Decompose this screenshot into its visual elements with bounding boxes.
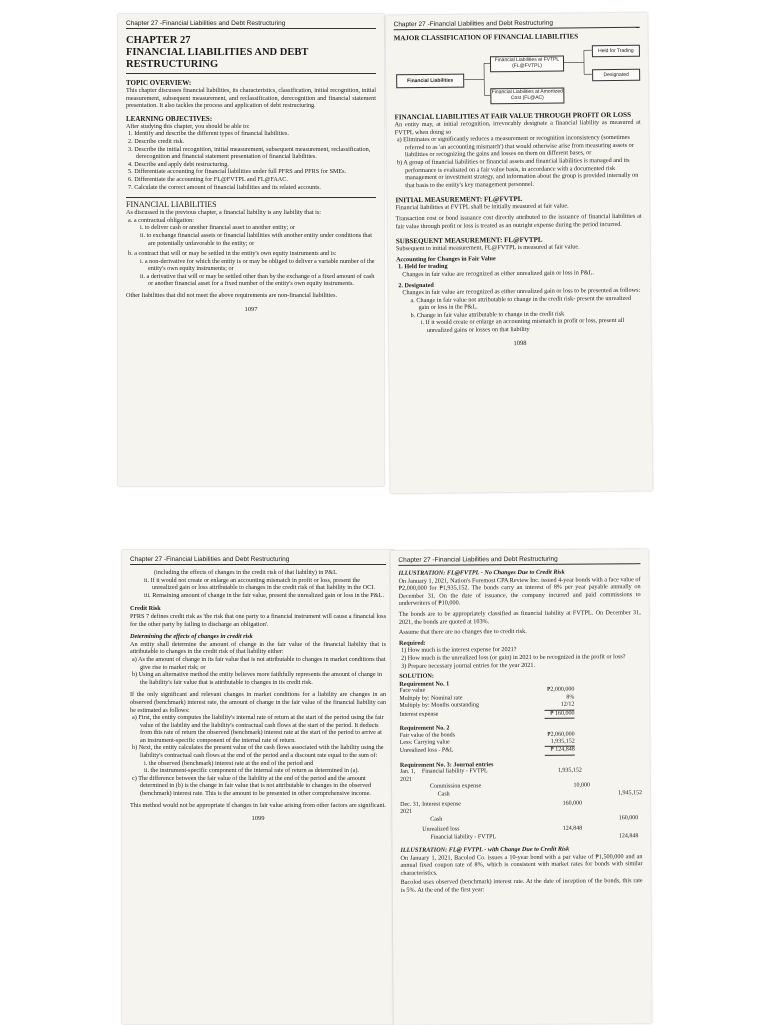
diagram-held-box: Held for Trading (592, 45, 640, 58)
list-item: ii. If it would not create or enlarge an accounting mismatch in profit or loss, present the unrealized gain or loss attributable to changes in the credit risk of that liability in the OCI. (130, 577, 386, 592)
paragraph: Subsequent to initial measurement, FL@FVTPL is measured at fair value. (396, 243, 642, 253)
classification-diagram (394, 44, 641, 109)
table-row: Multiply by: Months outstanding 12/12 (399, 701, 641, 711)
list-item: 1) How much is the interest expense for 2021? (399, 646, 641, 655)
page-1100 (390, 549, 651, 1025)
objective-item: 2. Describe credit risk. (126, 138, 376, 146)
paragraph: On January 1, 2021, Bacolod Co. issues a 10-year bond with a par value of ₱1,500,000 and an annual fixed coupon rate of 8%, which is consistent with market rates for bonds with similar characteristics. (400, 853, 642, 877)
objectives-heading: LEARNING OBJECTIVES: (126, 115, 376, 123)
paragraph: Bacolod uses observed (benchmark) interest rate. At the date of inception of the bonds, this rate is 5%. At the end of the first year: (401, 878, 643, 895)
running-header: Chapter 27 -Financial Liabilities and Debt Restructuring (126, 20, 376, 29)
paragraph: PFRS 7 defines credit risk as 'the risk that one party to a financial instrument will cause a financial loss for the other party by failing to discharge an obligation'. (130, 613, 386, 628)
paragraph: On January 1, 2021, Nation's Foremost CPA Review Inc. issued 4-year bonds with a face value of ₱2,000,000 for ₱1,935,152. The bonds carry an interest of 8% per year payable annually on December 31. On the date of issuance, the company incurred and paid commissions to underwriters of ₱10,000. (399, 576, 641, 608)
subheading: Required: (399, 638, 641, 647)
list-item: b. Change in fair value attributable to change in the credit risk (397, 310, 643, 320)
running-header: Chapter 27 -Financial Liabilities and Debt Restructuring (394, 19, 640, 31)
list-item: i. to deliver cash or another financial asset to another entity; or (126, 224, 376, 232)
journal-row: Financial liability - FVTPL 124,848 (400, 833, 642, 842)
list-item: 3) Prepare necessary journal entries for the year 2021. (399, 661, 641, 670)
journal-row: Jan. 1, 2021 Financial liability - FVTPL 1,935,152 (400, 767, 642, 784)
paragraph: An entity shall determine the amount of change in the fair value of the financial liability that is attributable to changes in the credit risk of that liability either: (130, 641, 386, 656)
diagram-root-box: Financial Liabilities (396, 74, 464, 89)
list-item: a) First, the entity computes the liability's internal rate of return at the start of the period using the fair value of the liability and the liability's contractual cash flows at the start of the period. It deducts from this rate of return the observed (benchmark) interest rate at the start of the period to arrive at an instrument-specific component of the internal rate of return. (130, 714, 386, 744)
overview-text: This chapter discusses financial liabilities, its characteristics, classification, initial recognition, initial measurement, subsequent measurement, and reclassification, derecognition and financial statement presentation. It also tackles the process and application of debt restructuring. (126, 87, 376, 110)
page-1097 (118, 14, 384, 486)
list-item: 1. Held for trading (396, 261, 642, 271)
list-item: Changes in fair value are recognized as either unrealized gain or loss in P&L. (396, 269, 642, 279)
journal-row: Cash 1,945,152 (400, 790, 642, 799)
section-heading: FINANCIAL LIABILITIES (126, 197, 376, 209)
objective-item: 7. Calculate the correct amount of financial liabilities and its related accounts. (126, 184, 376, 192)
journal-row: Dec. 31, 2021 Interest expense 160,000 (400, 800, 642, 817)
section-heading: FINANCIAL LIABILITIES AT FAIR VALUE THROUGH PROFIT OR LOSS (395, 111, 641, 122)
objectives-intro: After studying this chapter, you should be able to: (126, 123, 376, 131)
objective-item: 1. Identify and describe the different types of financial liabilities. (126, 130, 376, 138)
page-number: 1097 (126, 306, 376, 313)
list-item: ii. a derivative that will or may be settled other than by the exchange of a fixed amount of cash or another financial asset for a fixed number of the entity's own equity instruments. (126, 273, 376, 288)
section-heading: SUBSEQUENT MEASUREMENT: FL@FVTPL (396, 235, 642, 246)
objective-item: 3. Describe the initial recognition, initial measurement, subsequent measurement, reclassification, derecognition and financial statement presentation of financial liabilities. (126, 146, 376, 161)
paragraph: As discussed in the previous chapter, a financial liability is any liability that is: (126, 209, 376, 217)
section-heading: INITIAL MEASUREMENT: FL@FVTPL (395, 194, 641, 205)
page-number: 1099 (130, 815, 386, 822)
objective-item: 4. Describe and apply debt restructuring. (126, 161, 376, 169)
list-item: a) As the amount of change in its fair value that is not attributable to changes in market conditions that give rise to market risk; or (130, 656, 386, 671)
paragraph: This method would not be appropriate if changes in fair value arising from other factors are significant. (130, 802, 386, 810)
list-item: c) The difference between the fair value of the liability at the end of the period and the amount determined in (b) is the change in fair value that is not attributable to changes in the observed (benchmark) interest rate. This is the amount to be presented in other comprehensive income. (130, 775, 386, 798)
table-row: Unrealized loss - P&L ₱ 124,848 (400, 747, 642, 757)
illustration-heading: ILLUSTRATION: FL@FVTPL - No Changes Due to Credit Risk (398, 568, 640, 577)
list-item: b. a contract that will or may be settled in the entity's own equity instruments and is: (126, 250, 376, 258)
diagram-fvtpl-box: Financial Liabilities at FVTPL (FL@FVTPL) (490, 56, 564, 73)
subheading: Requirement No. 2 (400, 723, 642, 732)
paragraph: An entity may, at initial recognition, irrevocably designate a financial liability as measured at FVTPL when doing so (395, 119, 641, 137)
page-1098 (386, 13, 653, 494)
paragraph: If the only significant and relevant changes in market conditions for a liability are changes in an observed (benchmark) interest rate, the amount of change in the fair value of the financial liability can be estimated as follows: (130, 691, 386, 714)
subheading: SOLUTION: (399, 671, 641, 680)
objective-item: 5. Differentiate accounting for financial liabilities under full PFRS and PFRS for SMEs. (126, 168, 376, 176)
paragraph: Transaction cost or bond issuance cost directly attributed to the issuance of financial liabilities at fair value through profit or loss is treated as an outright expense during the period incurred. (396, 213, 642, 231)
list-item: (including the effects of changes in the credit risk of that liability) in P&L (130, 569, 386, 577)
page-number: 1098 (397, 338, 643, 348)
list-item: ii. to exchange financial assets or financial liabilities with another entity under conditions that are potentially unfavorable to the entity; or (126, 232, 376, 247)
table-row: Fair value of the bonds ₱2,060,000 (400, 731, 642, 740)
subheading: Accounting for Changes in Fair Value (396, 253, 642, 263)
chapter-subtitle: RESTRUCTURING (126, 59, 376, 74)
diagram-aac-box: Financial Liabilities at Amortized Cost (FL@AC) (490, 88, 564, 105)
subheading: Credit Risk (130, 605, 386, 613)
subheading: Determining the effects of changes in credit risk (130, 633, 386, 641)
page-1099 (122, 550, 394, 1024)
list-item: 2. Designated (396, 279, 642, 289)
overview-heading: TOPIC OVERVIEW: (126, 79, 376, 87)
paragraph: The bonds are to be appropriately classified as financial liability at FVTPL. On December 31, 2021, the bonds are quoted at 103%. (399, 609, 641, 626)
subheading: Requirement No. 3: Journal entries (400, 760, 642, 769)
list-item: i. a non-derivative for which the entity is or may be obliged to deliver a variable number of the entity's own equity instruments; or (126, 258, 376, 273)
section-heading: MAJOR CLASSIFICATION OF FINANCIAL LIABILITIES (394, 32, 640, 43)
subheading: Requirement No. 1 (399, 679, 641, 688)
objective-item: 6. Differentiate the accounting for FL@FVTPL and FL@FAAC. (126, 176, 376, 184)
list-item: i. If it would create or enlarge an accounting mismatch in profit or loss, present all unrealized gains or losses on that liability (397, 317, 643, 335)
list-item: b) A group of financial liabilities or financial assets and financial liabilities is managed and its performance is evaluated on a fair value basis, in accordance with a documented risk management or investment strategy, and information about the group is provided internally on that basis to the entity's key management personnel. (395, 157, 641, 190)
table-row: Multiply by: Nominal rate 8% (399, 694, 641, 703)
table-row: Face value ₱2,000,000 (399, 686, 641, 695)
journal-row: Commission expense 10,000 (400, 782, 642, 791)
journal-row: Unrealized loss 124,848 (400, 825, 642, 834)
illustration-heading: ILLUSTRATION: FL@ FVTPL - with Change Due to Credit Risk (400, 845, 642, 854)
diagram-designated-box: Designated (592, 69, 640, 82)
paragraph: Other liabilities that did not meet the above requirements are non-financial liabilities. (126, 292, 376, 300)
list-item: b) Next, the entity calculates the present value of the cash flows associated with the liability using the liability's contractual cash flows at the end of the period and a discount rate equal to the sum of: (130, 744, 386, 759)
table-row: Interest expense ₱ 160,000 (399, 710, 641, 720)
running-header: Chapter 27 -Financial Liabilities and Debt Restructuring (398, 555, 640, 566)
list-item: Changes in fair value are recognized as either unrealized gain or loss to be presented as follows: (396, 287, 642, 297)
list-item: a. a contractual obligation: (126, 217, 376, 225)
table-row: Less: Carrying value 1,935,152 (400, 738, 642, 748)
list-item: a. Change in fair value not attributable to change in the credit risk- present the unrealized gain or loss in the P&L. (396, 294, 642, 312)
chapter-title: CHAPTER 27 (126, 35, 376, 47)
journal-row: Cash 160,000 (400, 815, 642, 824)
paragraph: Assume that there are no changes due to credit risk. (399, 627, 641, 636)
list-item: b) Using an alternative method the entity believes more faithfully represents the amount of change in the liability's fair value that is attributable to changes in its credit risk. (130, 671, 386, 686)
list-item: iii. Remaining amount of change in the fair value, present the unrealized gain or loss in the P&L. (130, 592, 386, 600)
chapter-subtitle: FINANCIAL LIABILITIES AND DEBT (126, 47, 376, 59)
running-header: Chapter 27 -Financial Liabilities and Debt Restructuring (130, 556, 386, 565)
list-item: i. the observed (benchmark) interest rate at the end of the period and (130, 760, 386, 768)
list-item: ii. the instrument-specific component of the internal rate of return as determined in (a). (130, 767, 386, 775)
list-item: a) Eliminates or significantly reduces a measurement or recognition inconsistency (sometimes referred to as 'an accounting mismatch') that would otherwise arise from measuring assets or liabilities or recognizing the gains and losses on them on different bases, or (395, 134, 641, 159)
list-item: 2) How much is the unrealized loss (or gain) in 2021 to be recognized in the profit or loss? (399, 653, 641, 662)
paragraph: Financial liabilities at FVTPL shall be initially measured at fair value. (395, 202, 641, 212)
